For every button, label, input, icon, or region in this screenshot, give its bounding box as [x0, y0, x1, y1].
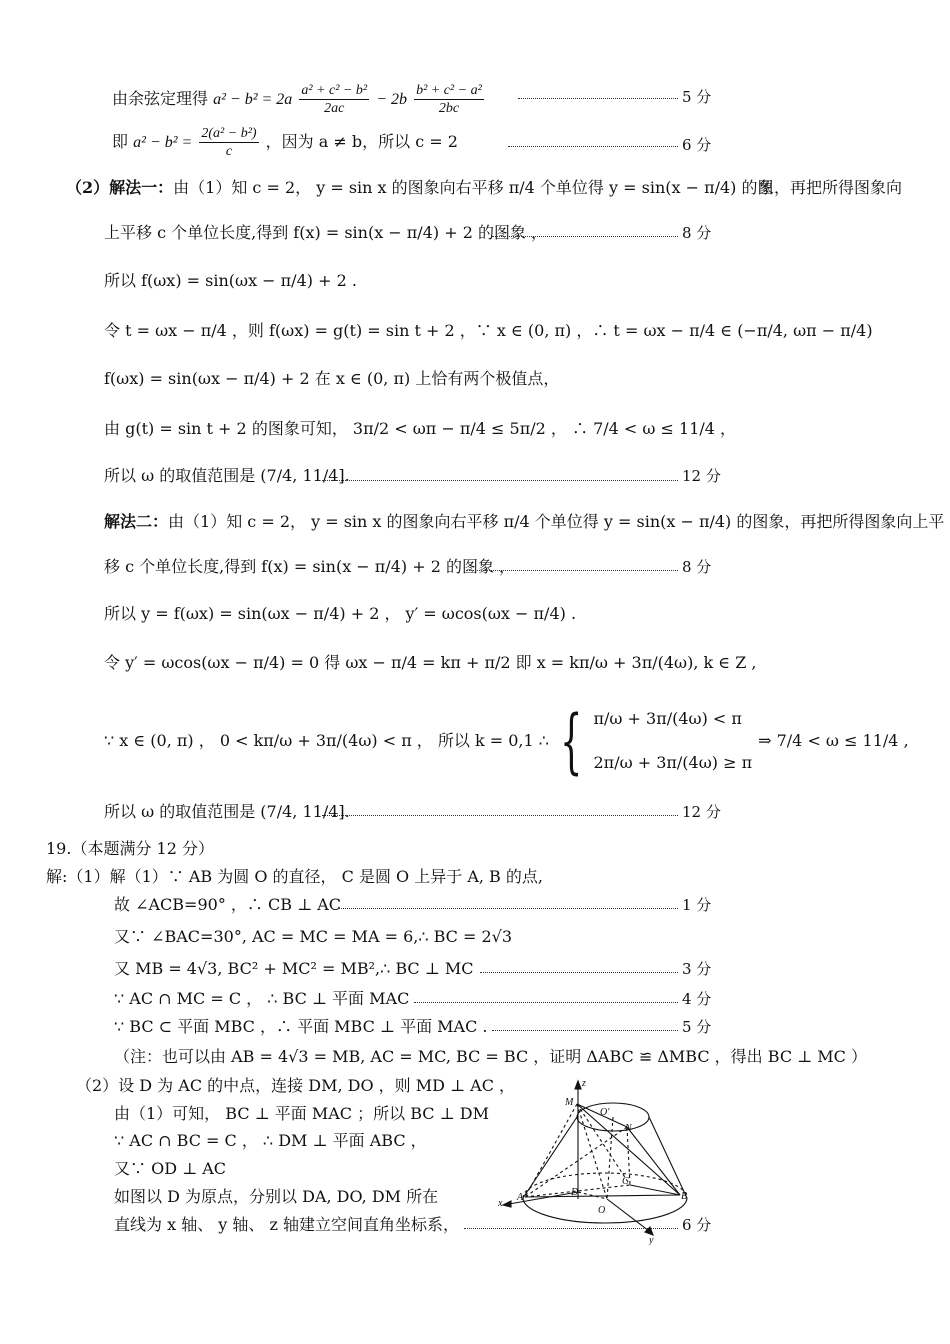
inequality: π/ω + 3π/(4ω) < π — [593, 709, 742, 728]
score-label: 6 分 — [682, 1216, 712, 1234]
label-A: A — [517, 1192, 524, 1203]
q19-note: （注：也可以由 AB = 4√3 = MB, AC = MC, BC = BC ，证明 ΔABC ≌ ΔMBC ，得出 BC ⊥ MC ） — [114, 1047, 867, 1066]
label-O: O — [598, 1205, 606, 1216]
method1-line2: 上平移 c 个单位长度,得到 f(x) = sin(x − π/4) + 2 的图象 ， — [104, 223, 548, 242]
method-label: 解法二： — [104, 512, 169, 531]
score-label: 6 分 — [682, 136, 712, 154]
dot-leader — [492, 1030, 678, 1031]
label-z: z — [582, 1078, 586, 1089]
brace: { — [560, 700, 583, 782]
y-axis — [607, 1199, 649, 1231]
dot-leader — [518, 98, 678, 99]
method2-line5 — [104, 693, 909, 789]
inequality: 2π/ω + 3π/(4ω) ≥ π — [593, 753, 753, 772]
score-label: 3 分 — [682, 960, 712, 978]
method2-line3: 所以 y = f(ωx) = sin(ωx − π/4) + 2 ， y′ = ωcos(ωx − π/4) . — [104, 604, 577, 623]
right-edge — [649, 1117, 687, 1198]
dot-leader — [414, 1002, 678, 1003]
label-O1: O′ — [600, 1107, 610, 1118]
text: 由余弦定理得 — [112, 89, 209, 108]
dot-leader — [492, 236, 678, 237]
formula: a² − b² = 2a — [213, 91, 293, 108]
dot-leader — [322, 480, 678, 481]
q19-part2-line2: 由（1）可知， BC ⊥ 平面 MAC ；所以 BC ⊥ DM — [114, 1104, 489, 1123]
dot-leader — [466, 570, 678, 571]
method2-line4: 令 y′ = ωcos(ωx − π/4) = 0 得 ωx − π/4 = kπ + π/2 即 x = kπ/ω + 3π/(4ω), k ∈ Z , — [104, 653, 757, 672]
left-edge — [523, 1117, 577, 1198]
z-axis-arrow — [575, 1081, 581, 1089]
law-of-cosines-line — [112, 82, 486, 117]
q19-step4: 又 MB = 4√3, BC² + MC² = MB²,∴ BC ⊥ MC — [114, 959, 474, 978]
formula: − 2b — [376, 91, 407, 108]
formula: a² − b² = — [133, 134, 193, 151]
score-label: 5 分 — [682, 88, 712, 106]
score-label: 8 分 — [682, 224, 712, 242]
bottom-circle-back — [523, 1173, 687, 1198]
method2-line2: 移 c 个单位长度,得到 f(x) = sin(x − π/4) + 2 的图象 ， — [104, 557, 516, 576]
q19-step1: 解:（1）解（1）∵ AB 为圆 O 的直径， C 是圆 O 上异于 A, B 的点, — [46, 867, 543, 886]
frustum-coordinate-figure — [495, 1075, 715, 1245]
dot-leader — [322, 815, 678, 816]
method1-line7: 所以 ω 的取值范围是 (7/4, 11/4]. — [104, 466, 350, 485]
segment-NB — [627, 1127, 680, 1195]
q19-part2-line5: 如图以 D 为原点，分别以 DA, DO, DM 所在 — [114, 1187, 439, 1206]
score-label: 8 分 — [682, 558, 712, 576]
q19-part2-line1: （2）设 D 为 AC 的中点，连接 DM, DO ，则 MD ⊥ AC ， — [76, 1076, 516, 1095]
label-N: N — [625, 1123, 632, 1134]
text: 即 — [112, 132, 129, 151]
inequality-system — [594, 708, 753, 774]
q19-part2-line3: ∵ AC ∩ BC = C ， ∴ DM ⊥ 平面 ABC ， — [114, 1131, 427, 1150]
method1-line6: 由 g(t) = sin t + 2 的图象可知， 3π/2 < ωπ − π/4 ≤ 5π/2 ， ∴ 7/4 < ω ≤ 11/4 ， — [104, 419, 737, 438]
method-label: （2）解法一： — [66, 178, 174, 197]
method1-line1-tail: 象，再把所得图象向 — [758, 178, 903, 197]
text: ⇒ 7/4 < ω ≤ 11/4 , — [758, 731, 909, 750]
method1-line4: 令 t = ωx − π/4 ，则 f(ωx) = g(t) = sin t + 2 ，∵ x ∈ (0, π) ，∴ t = ωx − π/4 ∈ (−π/4, ωπ − π/4) — [104, 321, 873, 340]
segment-OO1 — [607, 1117, 613, 1199]
score-label: 12 分 — [682, 803, 721, 821]
score-label: 1 分 — [682, 896, 712, 914]
method1-line3: 所以 f(ωx) = sin(ωx − π/4) + 2 . — [104, 271, 357, 290]
segment-MA — [525, 1104, 577, 1197]
method1-line5: f(ωx) = sin(ωx − π/4) + 2 在 x ∈ (0, π) 上恰有两个极值点， — [104, 369, 560, 388]
method2-line1 — [104, 511, 944, 533]
q19-step5: ∵ AC ∩ MC = C ， ∴ BC ⊥ 平面 MAC — [114, 989, 410, 1008]
fraction: $\frac{\text{a² + c² − b²}}{2ac}$ — [301, 83, 368, 116]
method1-line1 — [66, 177, 774, 199]
label-C: C — [622, 1176, 629, 1187]
fraction: $\frac{\text{2(a² − b²)}}{c}$ — [201, 126, 257, 159]
text: 由（1）知 c = 2， y = sin x 的图象向右平移 π/4 个单位得 y = sin(x − π/4) 的图象，再把所得图象向上平 — [168, 512, 945, 531]
q19-part2-line6: 直线为 x 轴、 y 轴、 z 轴建立空间直角坐标系， — [114, 1215, 460, 1234]
text: ∵ x ∈ (0, π) ， 0 < kπ/ω + 3π/(4ω) < π ， 所以 k = 0,1 ∴ — [104, 731, 549, 750]
label-x: x — [498, 1198, 503, 1209]
method2-line6: 所以 ω 的取值范围是 (7/4, 11/4]. — [104, 802, 350, 821]
score-label: 4 分 — [682, 990, 712, 1008]
dot-leader — [338, 908, 678, 909]
q19-part2-line4: 又∵ OD ⊥ AC — [114, 1159, 227, 1178]
simplify-line — [112, 125, 458, 160]
label-y: y — [649, 1235, 654, 1245]
q19-step3: 又∵ ∠BAC=30°, AC = MC = MA = 6,∴ BC = 2√3 — [114, 927, 513, 946]
text: ，因为 a ≠ b，所以 c = 2 — [265, 132, 458, 151]
q19-title: 19.（本题满分 12 分） — [46, 839, 214, 858]
q19-step6: ∵ BC ⊂ 平面 MBC ，∴ 平面 MBC ⊥ 平面 MAC . — [114, 1017, 488, 1036]
dot-leader — [508, 146, 678, 147]
score-label: 12 分 — [682, 467, 721, 485]
q19-step2: 故 ∠ACB=90° ，∴ CB ⊥ AC — [114, 895, 342, 914]
dot-leader — [480, 972, 678, 973]
score-label: 5 分 — [682, 1018, 712, 1036]
fraction: $\frac{\text{b² + c² − a²}}{2bc}$ — [416, 83, 482, 116]
label-M: M — [565, 1097, 574, 1108]
label-B: B — [681, 1191, 688, 1202]
label-D: D — [571, 1187, 579, 1198]
text: 由（1）知 c = 2， y = sin x 的图象向右平移 π/4 个单位得 y = sin(x − π/4) 的图 — [173, 178, 774, 197]
x-axis-arrow — [503, 1201, 511, 1207]
segment-CB — [630, 1185, 680, 1195]
